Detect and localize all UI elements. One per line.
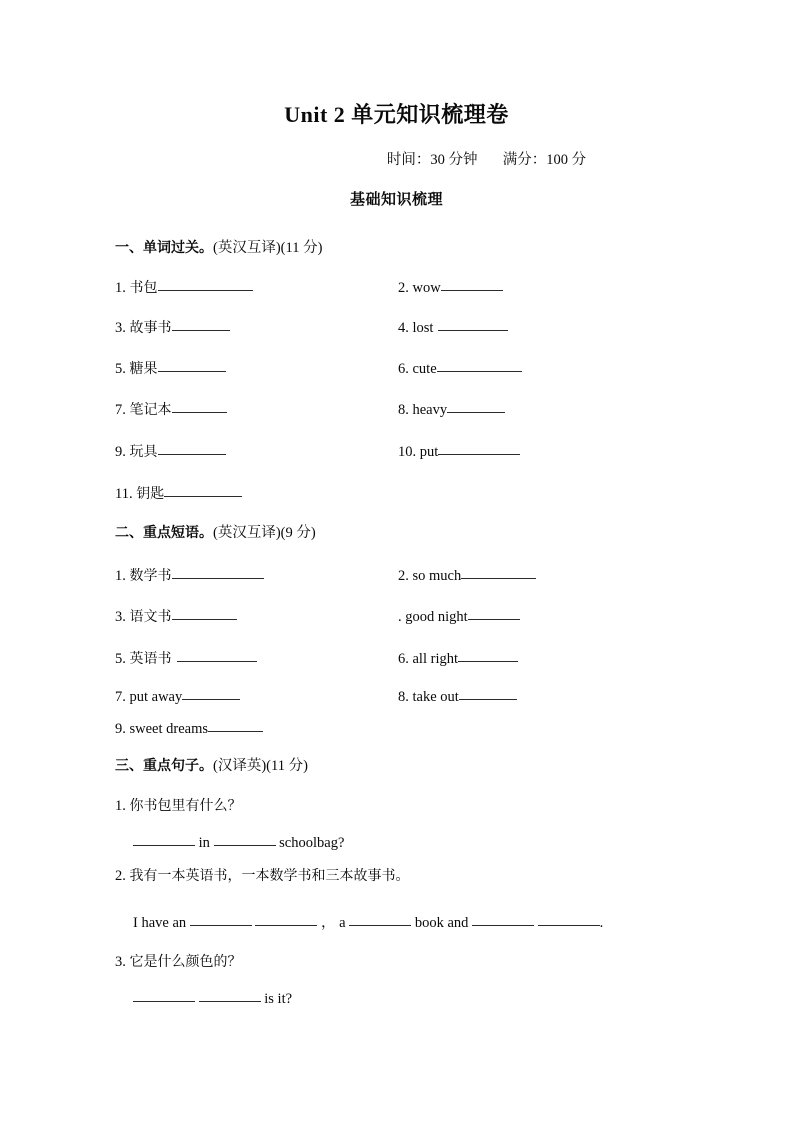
exam-meta	[0, 148, 793, 169]
answer-blank[interactable]	[172, 606, 237, 620]
item-number: .	[398, 609, 402, 625]
exercise-item	[398, 441, 520, 461]
question-number: 2.	[115, 868, 126, 884]
question-text: 你书包里有什么？	[129, 798, 242, 814]
exercise-item	[398, 686, 517, 706]
answer-blank[interactable]	[172, 317, 230, 331]
item-term: good night	[405, 609, 468, 625]
answer-blank[interactable]	[438, 441, 520, 455]
answer-line	[133, 832, 344, 852]
answer-blank[interactable]	[468, 606, 520, 620]
item-term: put	[419, 444, 439, 460]
item-term: 糖果	[129, 361, 158, 377]
answer-fixed-text: I have an	[133, 915, 190, 931]
answer-fixed-text: ， a	[317, 915, 350, 931]
exercise-item	[398, 277, 503, 297]
sentence-prompt	[115, 951, 242, 971]
answer-line	[133, 911, 603, 932]
answer-blank[interactable]	[199, 988, 261, 1002]
section-heading-note: (英汉互译)(11 分)	[213, 240, 323, 256]
part-banner: 基础知识梳理	[349, 190, 443, 208]
answer-blank[interactable]	[459, 686, 517, 700]
page-title: Unit 2 单元知识梳理卷	[284, 102, 509, 127]
answer-fixed-text: schoolbag?	[275, 835, 345, 851]
item-term: 书包	[129, 280, 158, 296]
section-heading-cn: 三、重点句子。	[115, 758, 213, 774]
item-term: 英语书	[129, 651, 172, 667]
item-term: 玩具	[129, 444, 158, 460]
section-heading	[115, 754, 308, 775]
item-number: 4.	[398, 320, 409, 336]
answer-blank[interactable]	[164, 483, 242, 497]
answer-fixed-text: in	[195, 835, 214, 851]
sentence-prompt	[115, 795, 242, 815]
item-term: 故事书	[129, 320, 172, 336]
item-term: put away	[129, 689, 183, 705]
answer-blank[interactable]	[437, 358, 522, 372]
item-term: 笔记本	[129, 402, 172, 418]
item-term: 钥匙	[136, 486, 165, 502]
answer-blank[interactable]	[172, 399, 227, 413]
exercise-item	[398, 317, 508, 337]
answer-blank[interactable]	[349, 912, 411, 926]
sentence-prompt	[115, 865, 410, 885]
answer-blank[interactable]	[208, 718, 263, 732]
item-number: 7.	[115, 402, 126, 418]
item-term: heavy	[412, 402, 448, 418]
answer-blank[interactable]	[177, 648, 257, 662]
answer-blank[interactable]	[133, 832, 195, 846]
answer-fixed-text: is it?	[260, 991, 293, 1007]
item-number: 9.	[115, 721, 126, 737]
exercise-item	[115, 483, 242, 503]
answer-blank[interactable]	[214, 832, 276, 846]
item-number: 1.	[115, 280, 126, 296]
answer-blank[interactable]	[158, 277, 253, 291]
answer-blank[interactable]	[458, 648, 518, 662]
exercise-item	[115, 718, 263, 738]
item-number: 10.	[398, 444, 417, 460]
item-term: lost	[412, 320, 434, 336]
answer-blank[interactable]	[447, 399, 505, 413]
exercise-item	[398, 358, 522, 378]
item-term: cute	[412, 361, 437, 377]
item-term: so much	[412, 568, 462, 584]
exercise-item	[398, 399, 505, 419]
answer-blank[interactable]	[172, 565, 264, 579]
exercise-item	[115, 317, 230, 337]
answer-blank[interactable]	[182, 686, 240, 700]
item-number: 11.	[115, 486, 133, 502]
item-term: take out	[412, 689, 459, 705]
answer-blank[interactable]	[158, 441, 226, 455]
answer-fixed-text: book and	[411, 915, 473, 931]
item-term: 数学书	[129, 568, 172, 584]
exercise-item	[115, 358, 226, 378]
item-term: all right	[412, 651, 459, 667]
section-heading-note: (英汉互译)(9 分)	[213, 525, 316, 541]
exam-time: 时间：30 分钟	[386, 152, 478, 168]
exercise-item	[115, 399, 227, 419]
answer-blank[interactable]	[133, 988, 195, 1002]
answer-blank[interactable]	[190, 912, 252, 926]
exercise-item	[115, 606, 237, 626]
question-text: 我有一本英语书，一本数学书和三本故事书。	[129, 868, 410, 884]
section-heading	[115, 236, 322, 257]
item-number: 3.	[115, 320, 126, 336]
exercise-item	[115, 686, 240, 706]
section-heading-cn: 二、重点短语。	[115, 525, 213, 541]
exercise-item	[115, 277, 253, 297]
exam-total-score: 满分：100 分	[502, 152, 587, 168]
answer-blank[interactable]	[538, 912, 600, 926]
item-term: sweet dreams	[129, 721, 209, 737]
item-number: 3.	[115, 609, 126, 625]
exercise-item	[115, 565, 264, 585]
item-number: 6.	[398, 361, 409, 377]
item-number: 7.	[115, 689, 126, 705]
item-number: 5.	[115, 361, 126, 377]
exercise-item	[115, 441, 226, 461]
item-number: 6.	[398, 651, 409, 667]
exercise-item	[398, 565, 536, 585]
answer-line	[133, 988, 292, 1008]
item-term: 语文书	[129, 609, 172, 625]
answer-blank[interactable]	[255, 912, 317, 926]
answer-blank[interactable]	[441, 277, 503, 291]
section-heading-note: (汉译英)(11 分)	[213, 758, 308, 774]
item-number: 2.	[398, 280, 409, 296]
item-number: 8.	[398, 402, 409, 418]
answer-blank[interactable]	[472, 912, 534, 926]
item-number: 9.	[115, 444, 126, 460]
exercise-item	[115, 648, 257, 668]
answer-blank[interactable]	[158, 358, 226, 372]
question-number: 3.	[115, 954, 126, 970]
answer-fixed-text: .	[599, 915, 604, 931]
question-text: 它是什么颜色的？	[129, 954, 242, 970]
item-number: 5.	[115, 651, 126, 667]
answer-blank[interactable]	[461, 565, 536, 579]
exercise-item	[398, 648, 518, 668]
answer-blank[interactable]	[438, 317, 508, 331]
exercise-item	[398, 606, 520, 626]
question-number: 1.	[115, 798, 126, 814]
section-heading-cn: 一、单词过关。	[115, 240, 213, 256]
item-number: 2.	[398, 568, 409, 584]
item-number: 8.	[398, 689, 409, 705]
item-term: wow	[412, 280, 441, 296]
item-number: 1.	[115, 568, 126, 584]
section-heading	[115, 521, 316, 542]
